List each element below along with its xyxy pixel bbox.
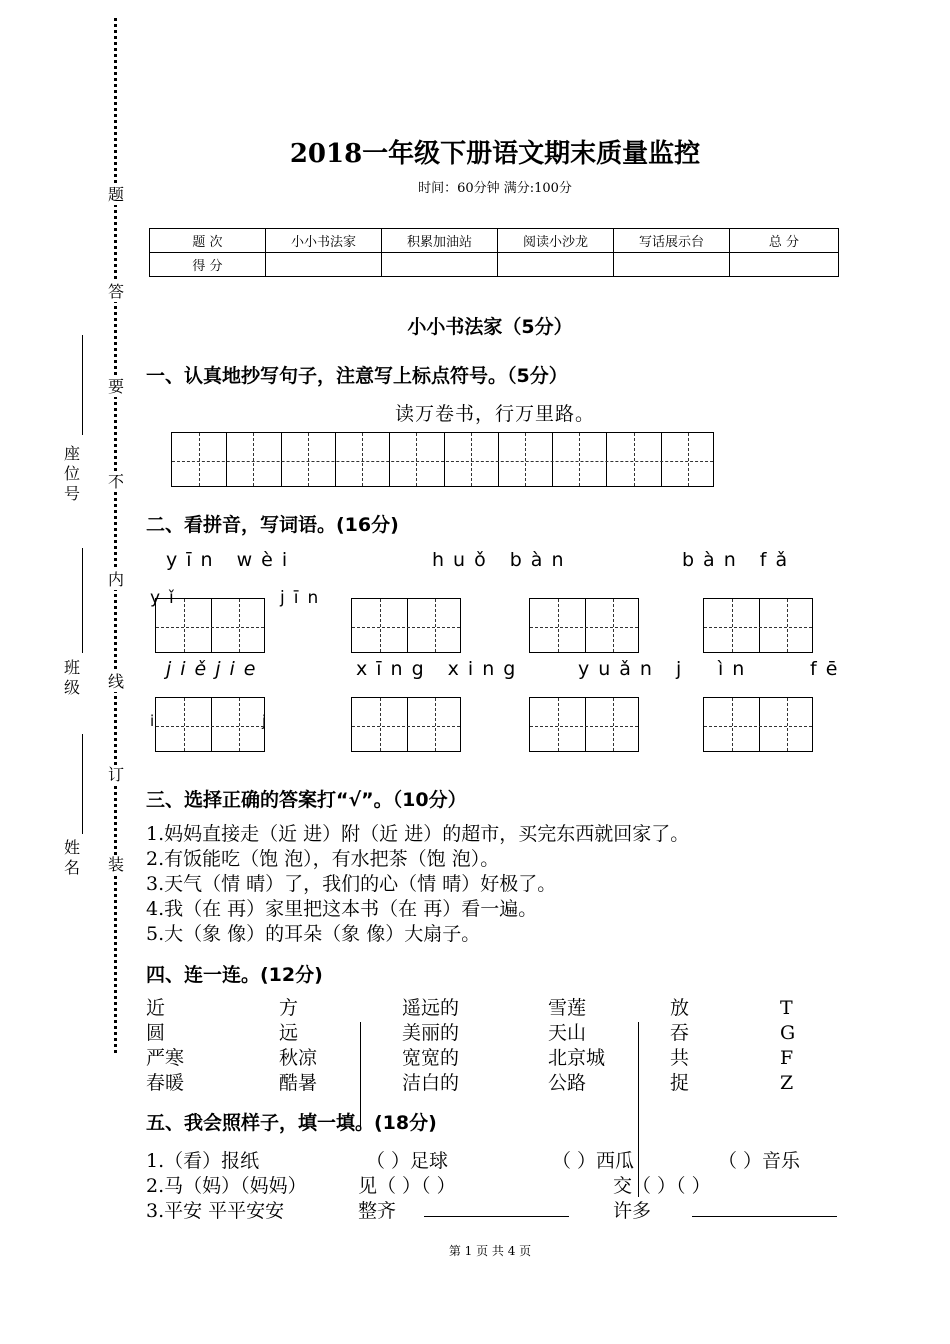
grid-guide xyxy=(239,698,240,751)
seat-number-label: 座位号 xyxy=(63,444,80,503)
q5-example-2: 2.马（妈）（妈妈） xyxy=(146,1175,307,1197)
match-col-4 xyxy=(548,996,605,1096)
grid-guide xyxy=(352,726,460,727)
q5-word: 许多 xyxy=(613,1200,652,1222)
grid-cell-border xyxy=(389,433,390,486)
margin-char: 装 xyxy=(107,855,124,874)
grid-guide xyxy=(558,698,559,751)
grid-guide xyxy=(704,726,812,727)
grid-cell-border xyxy=(211,698,212,751)
q5-example-3: 3.平安 平平安安 xyxy=(146,1200,285,1222)
match-word[interactable]: 公路 xyxy=(548,1072,587,1094)
grid-guide xyxy=(579,433,580,486)
grid-guide xyxy=(704,627,812,628)
grid-cell-border xyxy=(281,433,282,486)
match-col-2 xyxy=(279,996,317,1096)
pinyin-overflow: j xyxy=(262,712,276,730)
match-word[interactable]: 方 xyxy=(279,997,299,1019)
match-word[interactable]: 洁白的 xyxy=(402,1072,460,1094)
grid-guide xyxy=(530,627,638,628)
match-word[interactable]: 共 xyxy=(670,1047,690,1069)
q5-example-1: 1.（看）报纸 xyxy=(146,1150,260,1172)
word-grid[interactable] xyxy=(529,697,639,752)
match-letter[interactable]: T xyxy=(780,997,793,1019)
match-word[interactable]: 雪莲 xyxy=(548,997,587,1019)
match-col-6 xyxy=(780,996,795,1096)
grid-guide xyxy=(352,627,460,628)
grid-cell-border xyxy=(661,433,662,486)
grid-guide xyxy=(634,433,635,486)
score-header: 写话展示台 xyxy=(614,229,730,253)
q3-item[interactable]: 3.天气（情 晴）了，我们的心（情 晴）好极了。 xyxy=(146,873,557,895)
grid-cell-border xyxy=(498,433,499,486)
pinyin-label: xīng xing xyxy=(356,658,525,680)
grid-guide xyxy=(380,599,381,652)
grid-cell-border xyxy=(407,599,408,652)
pinyin-label: jiějie xyxy=(166,658,265,680)
match-word[interactable]: 严寒 xyxy=(146,1047,185,1069)
match-word[interactable]: 圆 xyxy=(146,1022,166,1044)
match-word[interactable]: 秋凉 xyxy=(279,1047,318,1069)
score-cell[interactable] xyxy=(382,253,498,277)
grid-guide xyxy=(362,433,363,486)
grid-guide xyxy=(239,599,240,652)
match-col-1 xyxy=(146,996,184,1096)
grid-guide xyxy=(787,698,788,751)
grid-guide xyxy=(172,461,713,462)
word-grid[interactable] xyxy=(155,598,265,653)
score-cell[interactable] xyxy=(730,253,839,277)
word-grid[interactable] xyxy=(351,697,461,752)
grid-cell-border xyxy=(585,599,586,652)
class-label: 班级 xyxy=(63,658,80,697)
q4-heading: 四、连一连。(12分) xyxy=(146,964,323,986)
score-row-label: 得 分 xyxy=(150,253,266,277)
grid-guide xyxy=(558,599,559,652)
match-word[interactable]: 近 xyxy=(146,997,166,1019)
word-grid[interactable] xyxy=(529,598,639,653)
q1-heading: 一、认真地抄写句子，注意写上标点符号。（5分） xyxy=(146,365,568,387)
grid-guide xyxy=(184,599,185,652)
margin-char: 订 xyxy=(107,765,124,784)
score-cell[interactable] xyxy=(266,253,382,277)
page-title: 2018一年级下册语文期末质量监控 xyxy=(289,139,701,169)
margin-char: 答 xyxy=(107,282,124,301)
grid-guide xyxy=(688,433,689,486)
score-header: 总 分 xyxy=(730,229,839,253)
grid-cell-border xyxy=(759,698,760,751)
match-letter[interactable]: F xyxy=(780,1047,794,1069)
match-word[interactable]: 吞 xyxy=(670,1022,690,1044)
grid-guide xyxy=(525,433,526,486)
grid-guide xyxy=(156,627,264,628)
q3-item[interactable]: 4.我（在 再）家里把这本书（在 再）看一遍。 xyxy=(146,898,538,920)
grid-cell-border xyxy=(211,599,212,652)
name-label: 姓名 xyxy=(63,838,80,877)
class-line xyxy=(82,548,83,653)
q3-list xyxy=(146,822,689,947)
grid-guide xyxy=(199,433,200,486)
q5-blank[interactable]: 交（ ）（ ） xyxy=(613,1175,711,1197)
score-header: 小小书法家 xyxy=(266,229,382,253)
grid-guide xyxy=(732,599,733,652)
margin-char: 要 xyxy=(107,377,124,396)
match-word[interactable]: 宽宽的 xyxy=(402,1047,460,1069)
q5-blank[interactable]: （ ）西瓜 xyxy=(552,1150,635,1172)
score-header: 阅读小沙龙 xyxy=(498,229,614,253)
pinyin-label: bàn fǎ xyxy=(682,549,797,571)
word-grid[interactable] xyxy=(351,598,461,653)
pinyin-overflow: yǐ xyxy=(150,588,183,608)
grid-cell-border xyxy=(407,698,408,751)
grid-guide xyxy=(613,698,614,751)
pinyin-overflow: i xyxy=(150,712,164,730)
pinyin-label: huǒ bàn xyxy=(432,549,573,571)
word-grid[interactable] xyxy=(703,697,813,752)
grid-guide xyxy=(613,599,614,652)
match-letter[interactable]: Z xyxy=(780,1072,794,1094)
match-word[interactable]: 酷暑 xyxy=(279,1072,318,1094)
answer-line[interactable] xyxy=(424,1216,569,1217)
answer-line[interactable] xyxy=(692,1216,837,1217)
grid-cell-border xyxy=(444,433,445,486)
score-header: 题 次 xyxy=(150,229,266,253)
grid-guide xyxy=(156,726,264,727)
pinyin-label: fē xyxy=(810,658,847,680)
match-word[interactable]: 天山 xyxy=(548,1022,587,1044)
pinyin-label: ìn xyxy=(718,658,754,680)
q3-item[interactable]: 5.大（象 像）的耳朵（象 像）大扇子。 xyxy=(146,923,481,945)
copy-grid[interactable] xyxy=(171,432,714,487)
grid-guide xyxy=(530,726,638,727)
grid-guide xyxy=(435,698,436,751)
match-word[interactable]: 远 xyxy=(279,1022,299,1044)
q2-heading: 二、看拼音，写词语。(16分) xyxy=(146,514,399,536)
q5-blank[interactable]: （ ）音乐 xyxy=(718,1150,801,1172)
match-word[interactable]: 春暖 xyxy=(146,1072,185,1094)
match-word[interactable]: 美丽的 xyxy=(402,1022,460,1044)
grid-guide xyxy=(416,433,417,486)
exam-info: 时间：60分钟 满分:100分 xyxy=(418,181,572,196)
word-grid[interactable] xyxy=(703,598,813,653)
q1-sentence: 读万卷书，行万里路。 xyxy=(394,403,595,425)
section-banner: 小小书法家（5分） xyxy=(407,316,573,338)
q5-heading: 五、我会照样子，填一填。(18分) xyxy=(146,1112,437,1134)
margin-char: 题 xyxy=(107,185,124,204)
match-word[interactable]: 放 xyxy=(670,997,690,1019)
binding-dotted-line xyxy=(114,18,117,1053)
score-cell[interactable] xyxy=(614,253,730,277)
match-col-5 xyxy=(670,996,689,1096)
grid-guide xyxy=(435,599,436,652)
name-line xyxy=(82,734,83,834)
pinyin-overflow: jīn xyxy=(280,588,328,608)
grid-cell-border xyxy=(585,698,586,751)
grid-guide xyxy=(380,698,381,751)
q5-word: 整齐 xyxy=(358,1200,397,1222)
q5-blank[interactable]: （ ）足球 xyxy=(366,1150,449,1172)
word-grid[interactable] xyxy=(155,697,265,752)
q3-item[interactable]: 1.妈妈直接走（近 进）附（近 进）的超市，买完东西就回家了。 xyxy=(146,823,690,845)
q5-blank[interactable]: 见（ ）（ ） xyxy=(358,1175,456,1197)
grid-guide xyxy=(471,433,472,486)
match-word[interactable]: 捉 xyxy=(670,1072,690,1094)
pinyin-label: yuǎn j xyxy=(578,658,691,680)
margin-char: 不 xyxy=(107,472,124,491)
grid-cell-border xyxy=(226,433,227,486)
grid-guide xyxy=(308,433,309,486)
pinyin-label: yīn wèi xyxy=(166,549,297,571)
page-footer: 第 1 页 共 4 页 xyxy=(448,1244,532,1258)
grid-guide xyxy=(253,433,254,486)
match-col-3 xyxy=(402,996,459,1096)
grid-cell-border xyxy=(759,599,760,652)
score-table xyxy=(149,228,839,277)
grid-guide xyxy=(184,698,185,751)
margin-char: 线 xyxy=(107,672,124,691)
score-cell[interactable] xyxy=(498,253,614,277)
match-word[interactable]: 遥远的 xyxy=(402,997,460,1019)
grid-cell-border xyxy=(606,433,607,486)
match-letter[interactable]: G xyxy=(780,1022,796,1044)
margin-char: 内 xyxy=(107,570,124,589)
q3-item[interactable]: 2.有饭能吃（饱 泡），有水把茶（饱 泡）。 xyxy=(146,848,500,870)
grid-cell-border xyxy=(335,433,336,486)
grid-cell-border xyxy=(552,433,553,486)
grid-guide xyxy=(787,599,788,652)
match-word[interactable]: 北京城 xyxy=(548,1047,606,1069)
q3-heading: 三、选择正确的答案打“√”。（10分） xyxy=(146,789,467,811)
grid-guide xyxy=(732,698,733,751)
score-header: 积累加油站 xyxy=(382,229,498,253)
